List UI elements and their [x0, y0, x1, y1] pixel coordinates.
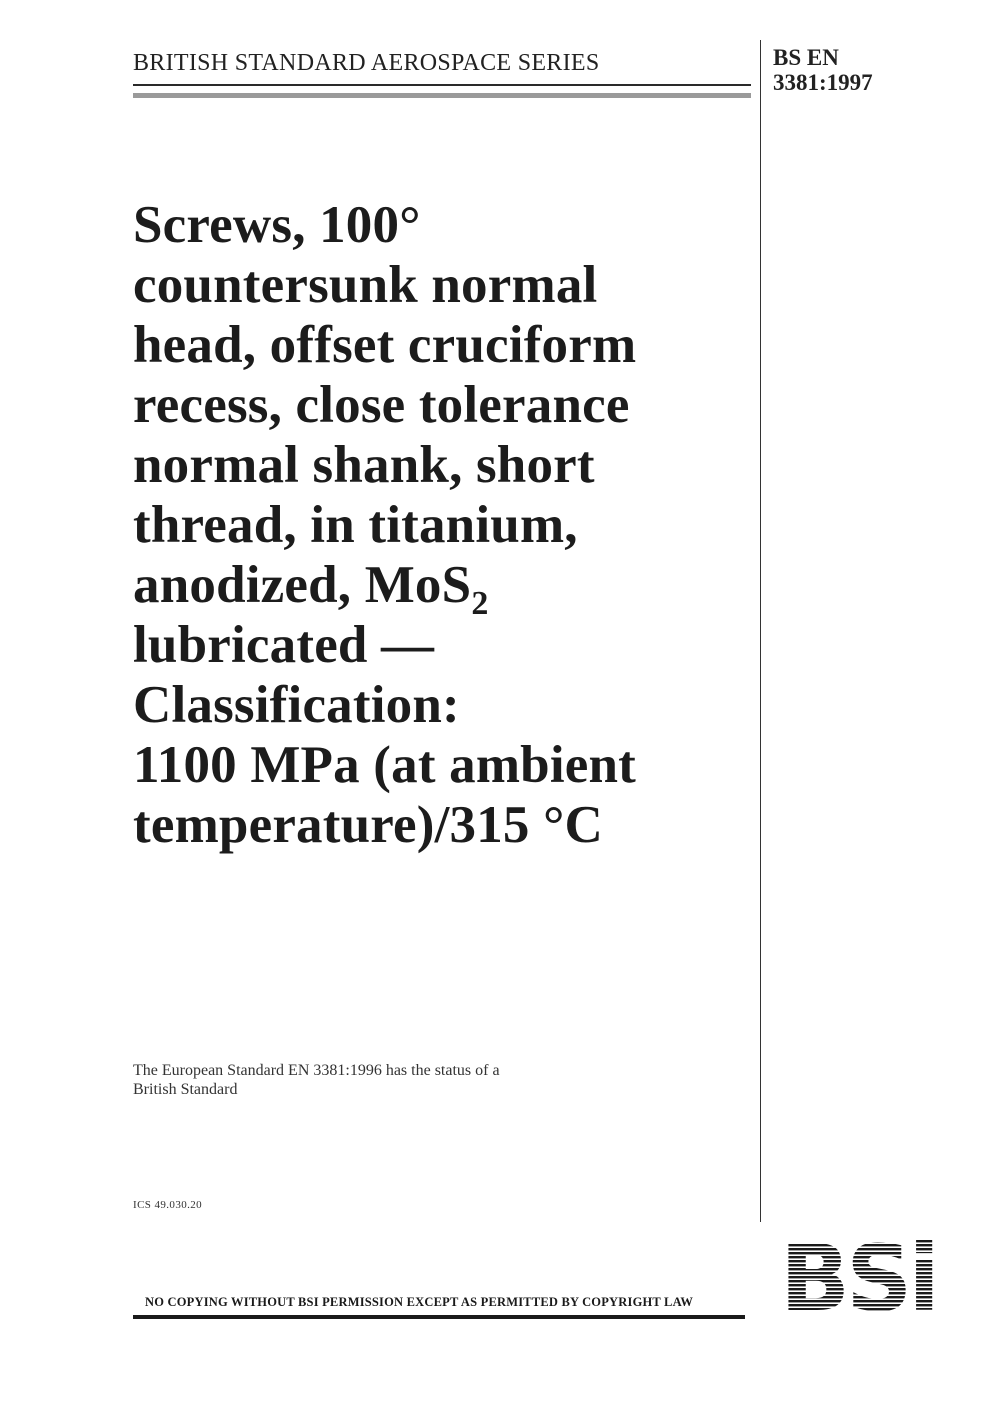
header-gray-rule	[133, 93, 751, 98]
title-line: countersunk normal	[133, 256, 598, 314]
title-line: Classification:	[133, 676, 460, 734]
title-line	[133, 555, 753, 622]
standard-number	[773, 45, 873, 95]
footer-rule	[133, 1315, 745, 1319]
header-rule	[133, 84, 751, 86]
title-line: temperature)/315 °C	[133, 796, 603, 854]
bsi-logo-icon	[770, 1240, 946, 1318]
title-line: thread, in titanium,	[133, 496, 578, 554]
svg-text:BSi: BSi	[780, 1240, 936, 1318]
title-line: Screws, 100°	[133, 196, 421, 254]
ics-code: ICS 49.030.20	[133, 1199, 203, 1211]
subscript: 2	[471, 585, 489, 622]
vertical-divider	[760, 40, 761, 1222]
copyright-notice: NO COPYING WITHOUT BSI PERMISSION EXCEPT AS PERMITTED BY COPYRIGHT LAW	[145, 1295, 694, 1309]
series-title: BRITISH STANDARD AEROSPACE SERIES	[133, 50, 600, 76]
standard-number-code: 3381:1997	[773, 70, 873, 95]
status-line: British Standard	[133, 1081, 238, 1098]
status-statement	[133, 1061, 500, 1099]
document-title	[133, 195, 753, 855]
title-line: normal shank, short	[133, 436, 595, 494]
title-line: lubricated —	[133, 616, 435, 674]
title-line-text: anodized, MoS	[133, 556, 472, 614]
title-line: recess, close tolerance	[133, 376, 630, 434]
status-line: The European Standard EN 3381:1996 has the status of a	[133, 1062, 500, 1079]
standard-number-prefix: BS EN	[773, 45, 839, 70]
title-line: head, offset cruciform	[133, 316, 637, 374]
title-line: 1100 MPa (at ambient	[133, 736, 637, 794]
